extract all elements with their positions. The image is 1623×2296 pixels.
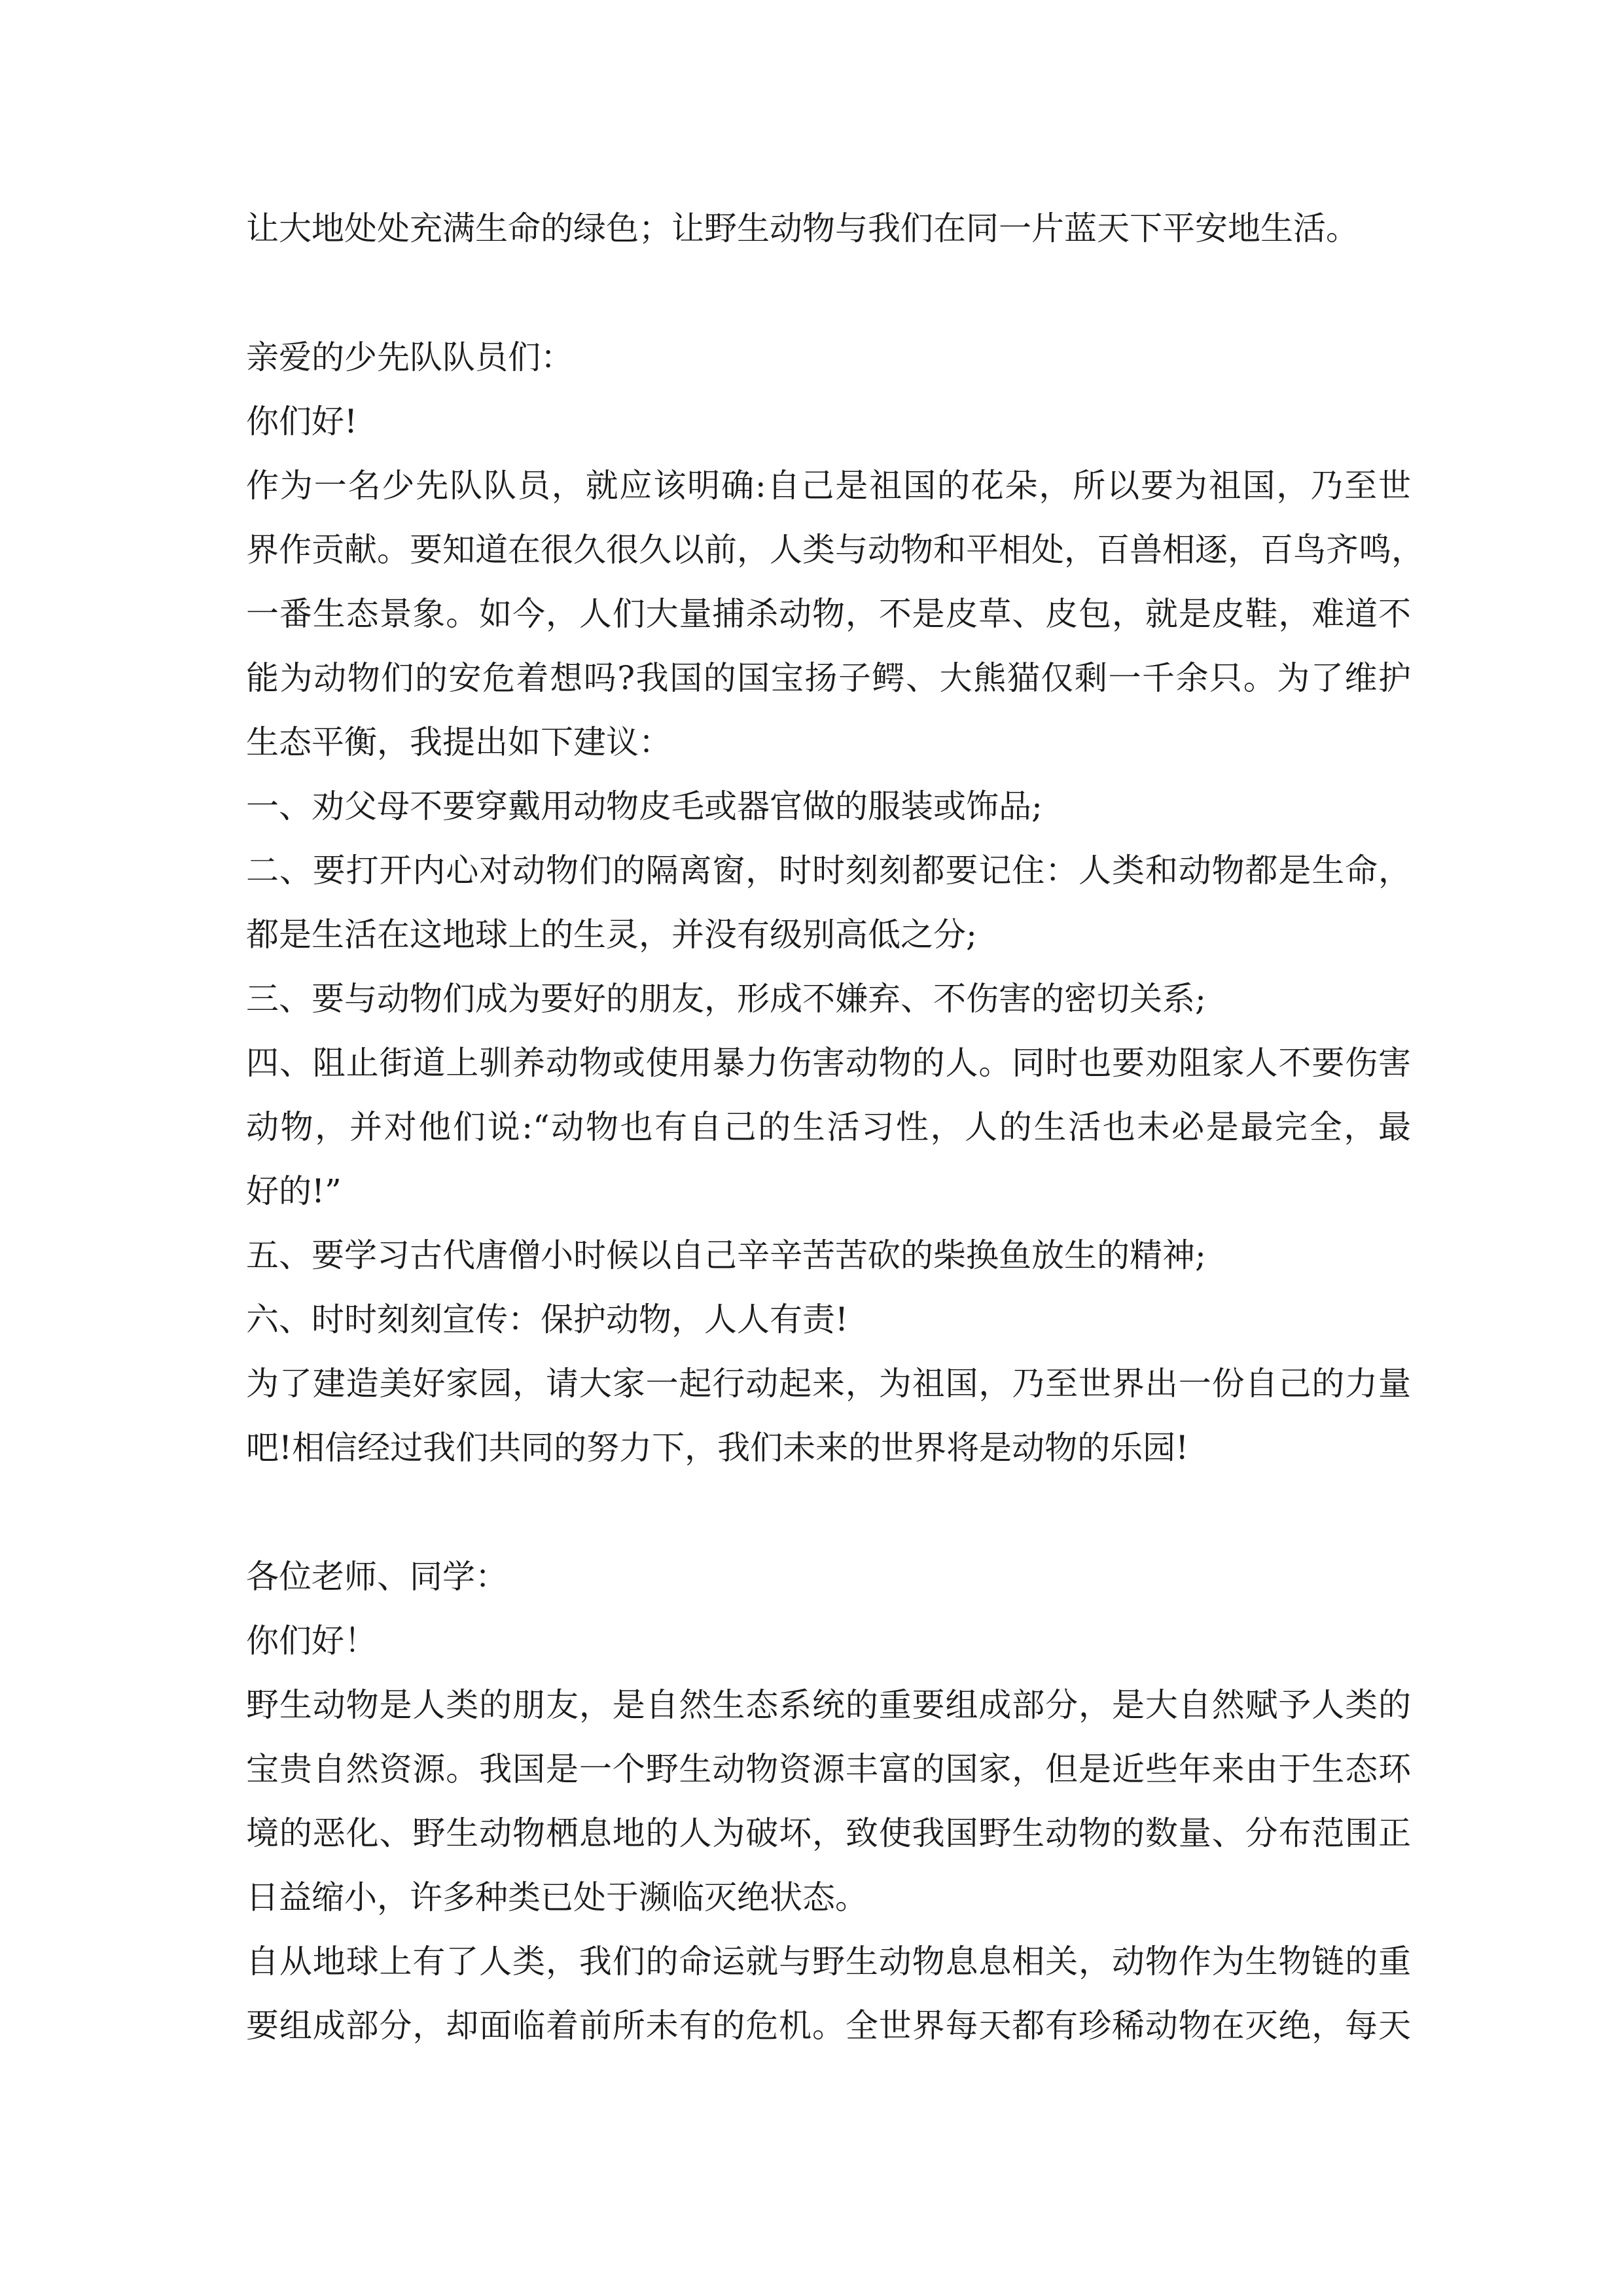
greeting: 你们好! (246, 403, 358, 440)
text-line: 能为动物们的安危着想吗?我国的国宝扬子鳄、大熊猫仅剩一千余只。为了维护 (246, 659, 1411, 697)
text-line: 为了建造美好家园，请大家一起行动起来，为祖国，乃至世界出一份自己的力量 (246, 1365, 1411, 1403)
greeting: 你们好！ (246, 1622, 377, 1660)
text-line: 日益缩小，许多种类已处于濒临灭绝状态。 (246, 1878, 868, 1916)
document-body (246, 196, 1424, 2058)
text-line: 野生动物是人类的朋友，是自然生态系统的重要组成部分，是大自然赋予人类的 (246, 1686, 1411, 1724)
text-line: 要组成部分，却面临着前所未有的危机。全世界每天都有珍稀动物在灭绝，每天 (246, 2007, 1411, 2045)
text-line: 好的!” (246, 1172, 342, 1210)
text-line: 都是生活在这地球上的生灵，并没有级别高低之分; (246, 916, 977, 954)
text-line: 宝贵自然资源。我国是一个野生动物资源丰富的国家，但是近些年来由于生态环 (246, 1750, 1411, 1788)
list-item: 六、时时刻刻宣传：保护动物，人人有责! (246, 1300, 849, 1338)
list-item: 四、阻止街道上驯养动物或使用暴力伤害动物的人。同时也要劝阻家人不要伤害 (246, 1044, 1411, 1082)
list-item: 三、要与动物们成为要好的朋友，形成不嫌弃、不伤害的密切关系; (246, 980, 1206, 1018)
text-line: 动物，并对他们说:“动物也有自己的生活习性，人的生活也未必是最完全，最 (246, 1108, 1411, 1146)
text-line: 作为一名少先队队员，就应该明确:自己是祖国的花朵，所以要为祖国，乃至世 (246, 467, 1411, 505)
text-line: 境的恶化、野生动物栖息地的人为破坏，致使我国野生动物的数量、分布范围正 (246, 1814, 1411, 1852)
text-line: 吧!相信经过我们共同的努力下，我们未来的世界将是动物的乐园! (246, 1429, 1189, 1467)
list-item: 二、要打开内心对动物们的隔离窗，时时刻刻都要记住：人类和动物都是生命， (246, 852, 1411, 889)
paragraph-gap (246, 1480, 1411, 1545)
text-line: 一番生态景象。如今，人们大量捕杀动物，不是皮草、皮包，就是皮鞋，难道不 (246, 595, 1411, 633)
list-item: 一、劝父母不要穿戴用动物皮毛或器官做的服装或饰品; (246, 787, 1043, 825)
text-line: 界作贡献。要知道在很久很久以前，人类与动物和平相处，百兽相逐，百鸟齐鸣， (246, 531, 1424, 569)
salutation: 亲爱的少先队队员们： (246, 338, 573, 376)
paragraph-gap (246, 260, 1411, 325)
list-item: 五、要学习古代唐僧小时候以自己辛辛苦苦砍的柴换鱼放生的精神; (246, 1236, 1206, 1274)
text-line: 让大地处处充满生命的绿色；让野生动物与我们在同一片蓝天下平安地生活。 (246, 209, 1359, 247)
text-line: 自从地球上有了人类，我们的命运就与野生动物息息相关，动物作为生物链的重 (246, 1943, 1411, 1981)
salutation: 各位老师、同学： (246, 1558, 508, 1596)
text-line: 生态平衡，我提出如下建议： (246, 723, 671, 761)
